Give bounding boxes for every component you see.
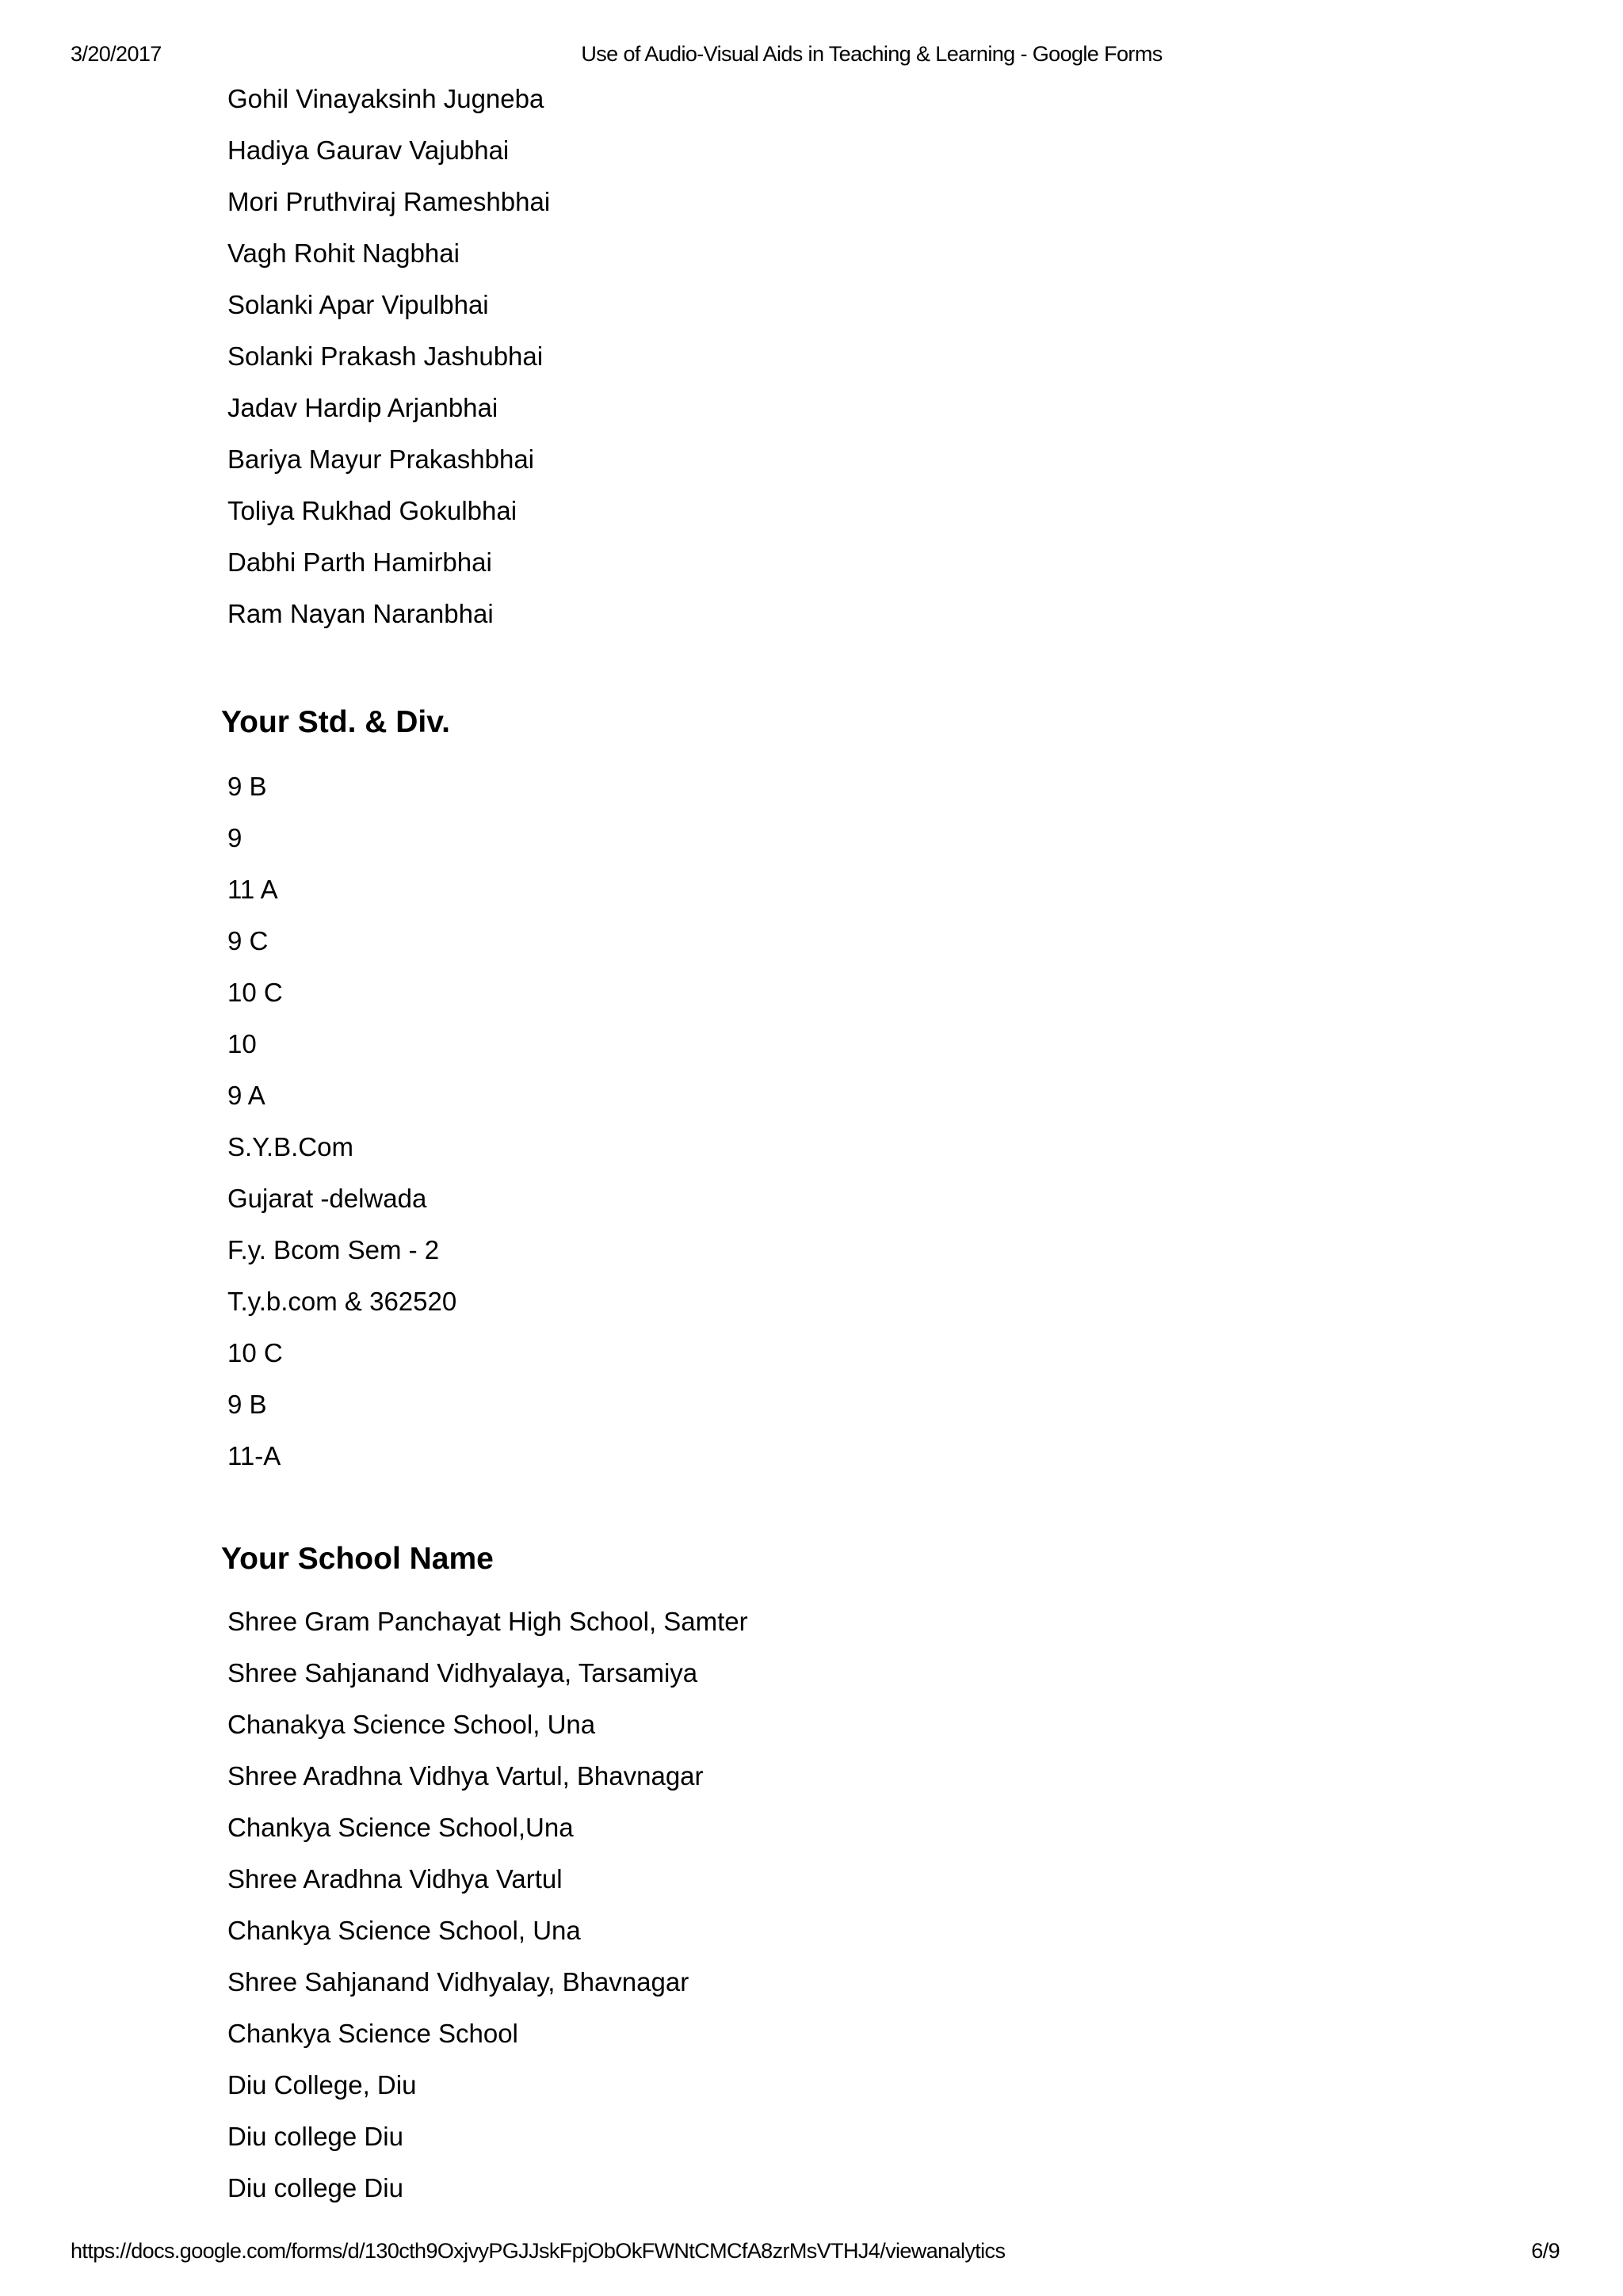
page-url: https://docs.google.com/forms/d/130cth9OxjvyPGJJskFpjObOkFWNtCMCfA8zrMsVTHJ4/viewanalytics: [71, 2239, 1006, 2263]
list-item: Toliya Rukhad Gokulbhai: [227, 496, 517, 525]
list-item: Gujarat -delwada: [227, 1184, 427, 1213]
list-item: Solanki Prakash Jashubhai: [227, 341, 544, 371]
list-item: Diu college Diu: [227, 2122, 403, 2151]
list-item: Diu College, Diu: [227, 2070, 417, 2100]
list-item: 9 B: [227, 1390, 267, 1419]
list-item: 10 C: [227, 1338, 283, 1367]
std-div-heading: Your Std. & Div.: [221, 705, 450, 739]
page-title: Use of Audio-Visual Aids in Teaching & Learning - Google Forms: [581, 42, 1163, 66]
list-item: Dabhi Parth Hamirbhai: [227, 547, 492, 577]
page-number: 6/9: [1531, 2239, 1560, 2263]
list-item: Vagh Rohit Nagbhai: [227, 238, 460, 268]
list-item: 9: [227, 823, 242, 852]
std-div-answer-list: [227, 772, 456, 1493]
list-item: S.Y.B.Com: [227, 1132, 353, 1161]
school-heading: Your School Name: [221, 1542, 494, 1576]
list-item: Solanki Apar Vipulbhai: [227, 290, 489, 319]
list-item: Chankya Science School, Una: [227, 1916, 581, 1945]
list-item: 9 C: [227, 926, 269, 955]
list-item: Hadiya Gaurav Vajubhai: [227, 135, 510, 165]
list-item: 9 A: [227, 1081, 265, 1110]
list-item: F.y. Bcom Sem - 2: [227, 1235, 440, 1264]
list-item: Gohil Vinayaksinh Jugneba: [227, 84, 544, 113]
list-item: 10: [227, 1029, 257, 1058]
list-item: Diu college Diu: [227, 2173, 403, 2203]
list-item: 11 A: [227, 875, 278, 904]
print-date: 3/20/2017: [71, 42, 162, 66]
list-item: Ram Nayan Naranbhai: [227, 599, 494, 628]
list-item: Shree Sahjanand Vidhyalaya, Tarsamiya: [227, 1658, 698, 1688]
list-item: Shree Aradhna Vidhya Vartul: [227, 1864, 563, 1894]
list-item: Shree Sahjanand Vidhyalay, Bhavnagar: [227, 1967, 689, 1997]
list-item: Bariya Mayur Prakashbhai: [227, 444, 535, 474]
list-item: Chankya Science School,Una: [227, 1813, 574, 1842]
list-item: Jadav Hardip Arjanbhai: [227, 393, 498, 422]
list-item: T.y.b.com & 362520: [227, 1287, 457, 1316]
list-item: 9 B: [227, 772, 267, 801]
list-item: Mori Pruthviraj Rameshbhai: [227, 187, 551, 216]
school-answer-list: [227, 1607, 748, 2225]
list-item: 10 C: [227, 978, 283, 1007]
list-item: Shree Aradhna Vidhya Vartul, Bhavnagar: [227, 1761, 704, 1791]
list-item: Chankya Science School: [227, 2019, 518, 2048]
names-answer-list: [227, 84, 550, 650]
list-item: Shree Gram Panchayat High School, Samter: [227, 1607, 748, 1636]
list-item: 11-A: [227, 1441, 281, 1470]
list-item: Chanakya Science School, Una: [227, 1710, 596, 1739]
